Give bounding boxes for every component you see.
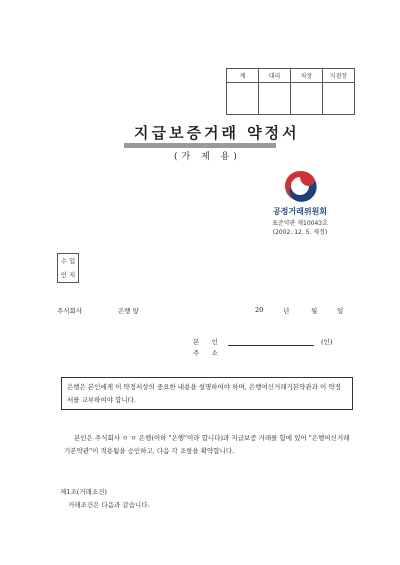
approval-table <box>226 68 355 115</box>
signer-label: 본 인 <box>193 338 218 346</box>
approval-signature-box[interactable] <box>227 83 259 115</box>
approval-signature-box[interactable] <box>291 83 323 115</box>
approval-header: 차장 <box>291 69 323 83</box>
notice-box <box>61 377 353 410</box>
date-year-prefix: 20 <box>255 306 264 314</box>
stamp-label-line2: 인 지 <box>60 271 76 279</box>
signer-name-field[interactable] <box>228 337 314 346</box>
stamp-label-line1: 수 입 <box>60 257 76 265</box>
approval-header: 지점장 <box>323 69 355 83</box>
bank-addressee: 은행 앞 <box>118 307 139 315</box>
government-emblem-icon <box>282 168 318 204</box>
date-day-label: 일 <box>337 307 344 315</box>
address-label: 주 소 <box>193 349 218 357</box>
document-title: 지급보증거래 약정서 <box>134 124 300 142</box>
notice-text: 은행은 본인에게 이 약정서상의 중요한 내용을 설명하여야 하며, 은행여신거래기본약관과 이 약정서를 교부하여야 합니다. <box>67 383 341 404</box>
approval-signature-box[interactable] <box>259 83 291 115</box>
intro-paragraph: 본인은 주식회사 ㅇ ㅇ 은행(이하 "은행"이라 합니다)과 지급보증 거래를 함에 있어 "은행여신거래기본약관"이 적용됨을 승인하고, 다음 각 조항을 확약합니다. <box>64 434 350 455</box>
date-month-label: 월 <box>311 307 318 315</box>
organization-name: 공정거래위원회 <box>272 207 328 216</box>
date-year-label: 년 <box>283 307 290 315</box>
enactment-date: (2002. 12. 5. 제정) <box>272 229 328 236</box>
approval-signature-box[interactable] <box>323 83 355 115</box>
company-label: 주식회사 <box>57 307 83 315</box>
approval-header: 대리 <box>259 69 291 83</box>
approval-header: 계 <box>227 69 259 83</box>
title-underline-bar <box>124 143 276 148</box>
terms-number: 표준약관 제10043호 <box>272 220 328 227</box>
seal-mark: (인) <box>321 338 333 346</box>
article-1-heading: 제1조(거래조건) <box>60 488 107 496</box>
document-subtitle: (가 제 용) <box>174 152 241 162</box>
revenue-stamp-box[interactable] <box>57 253 79 283</box>
article-1-body: 거래조건은 다음과 같습니다. <box>68 501 150 509</box>
